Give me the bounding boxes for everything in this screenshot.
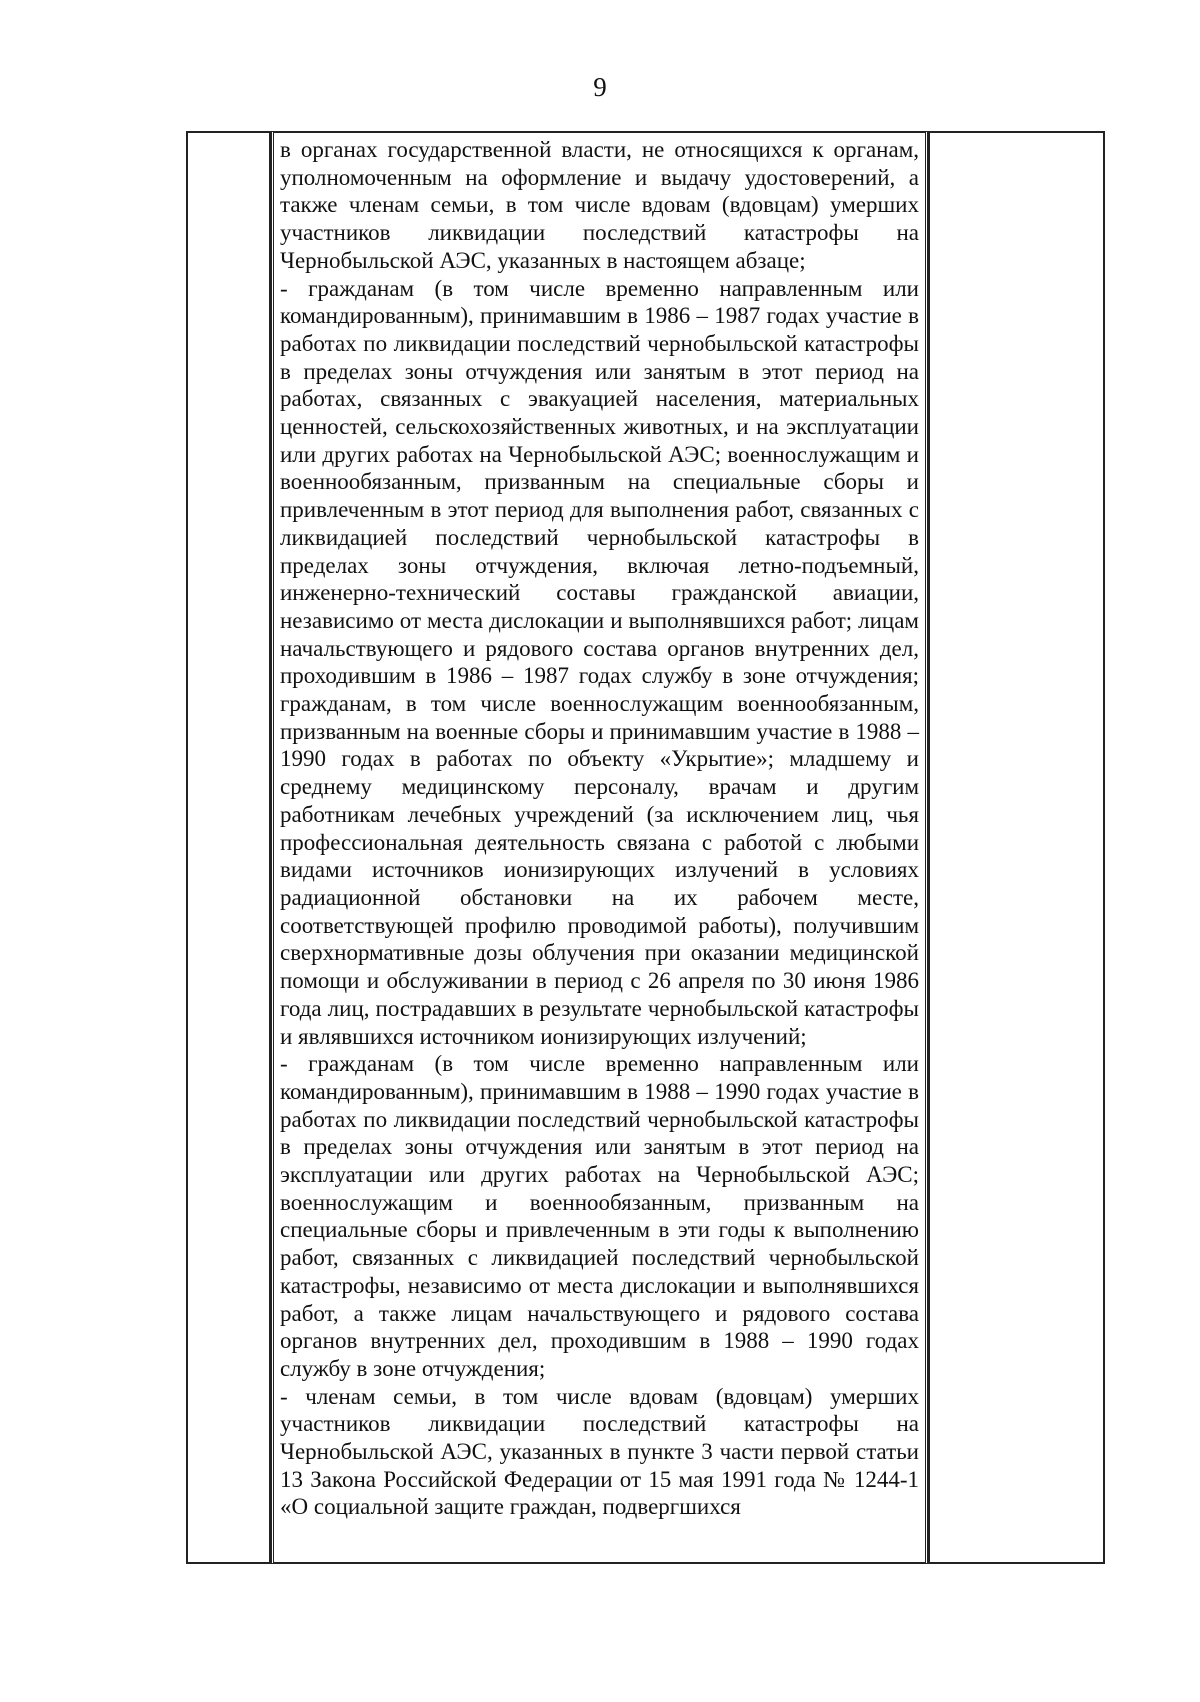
paragraph-4: - членам семьи, в том числе вдовам (вдовцам) умерших участников ликвидации последствий катастрофы на Чернобыльской АЭС, указанных в пункте 3 части первой статьи 13 Закона Российской Федерации от 15 мая 1991 года № 1244-1 «О социальной защите граждан, подвергшихся [280, 1383, 919, 1520]
paragraph-3: - гражданам (в том числе временно направленным или командированным), принимавшим в 1988 – 1990 годах участие в работах по ликвидации последствий чернобыльской катастрофы в пределах зоны отчуждения или занятым в этот период на эксплуатации или других работах на Чернобыльской АЭС; военнослужащим и военнообязанным, призванным на специальные сборы и привлеченным в эти годы к выполнению работ, связанных с ликвидацией последствий чернобыльской катастрофы, независимо от места дислокации и выполнявшихся работ, а также лицам начальствующего и рядового состава органов внутренних дел, проходившим в 1988 – 1990 годах службу в зоне отчуждения; [280, 1051, 919, 1381]
paragraph-2: - гражданам (в том числе временно направленным или командированным), принимавшим в 1986 – 1987 годах участие в работах по ликвидации последствий чернобыльской катастрофы в пределах зоны отчуждения или занятым в этот период на работах, связанных с эвакуацией населения, материальных ценностей, сельскохозяйственных животных, и на эксплуатации или других работах на Чернобыльской АЭС; военнослужащим и военнообязанным, призванным на специальные сборы и привлеченным в этот период для выполнения работ, связанных с ликвидацией последствий чернобыльской катастрофы в пределах зоны отчуждения, включая летно-подъемный, инженерно-технический составы гражданской авиации, независимо от места дислокации и выполнявшихся работ; лицам начальствующего и рядового состава органов внутренних дел, проходившим в 1986 – 1987 годах службу в зоне отчуждения; гражданам, в том числе военнослужащим военнообязанным, призванным на военные сборы и принимавшим участие в 1988 – 1990 годах в работах по объекту «Укрытие»; младшему и среднему медицинскому персоналу, врачам и другим работникам лечебных учреждений (за исключением лиц, чья профессиональная деятельность связана с работой с любыми видами источников ионизирующих излучений в условиях радиационной обстановки на их рабочем месте, соответствующей профилю проводимой работы), получившим сверхнормативные дозы облучения при оказании медицинской помощи и обслуживании в период с 26 апреля по 30 июня 1986 года лиц, пострадавших в результате чернобыльской катастрофы и являвшихся источником ионизирующих излучений; [280, 275, 919, 1049]
table-cell-right [928, 131, 1105, 1564]
table-cell-main-text [271, 131, 928, 1564]
page-number: 9 [593, 72, 607, 102]
table-cell-left [186, 131, 271, 1564]
paragraph-1: в органах государственной власти, не относящихся к органам, уполномоченным на оформление и выдачу удостоверений, а также членам семьи, в том числе вдовам (вдовцам) умерших участников ликвидации последствий катастрофы на Чернобыльской АЭС, указанных в настоящем абзаце; [280, 137, 919, 273]
